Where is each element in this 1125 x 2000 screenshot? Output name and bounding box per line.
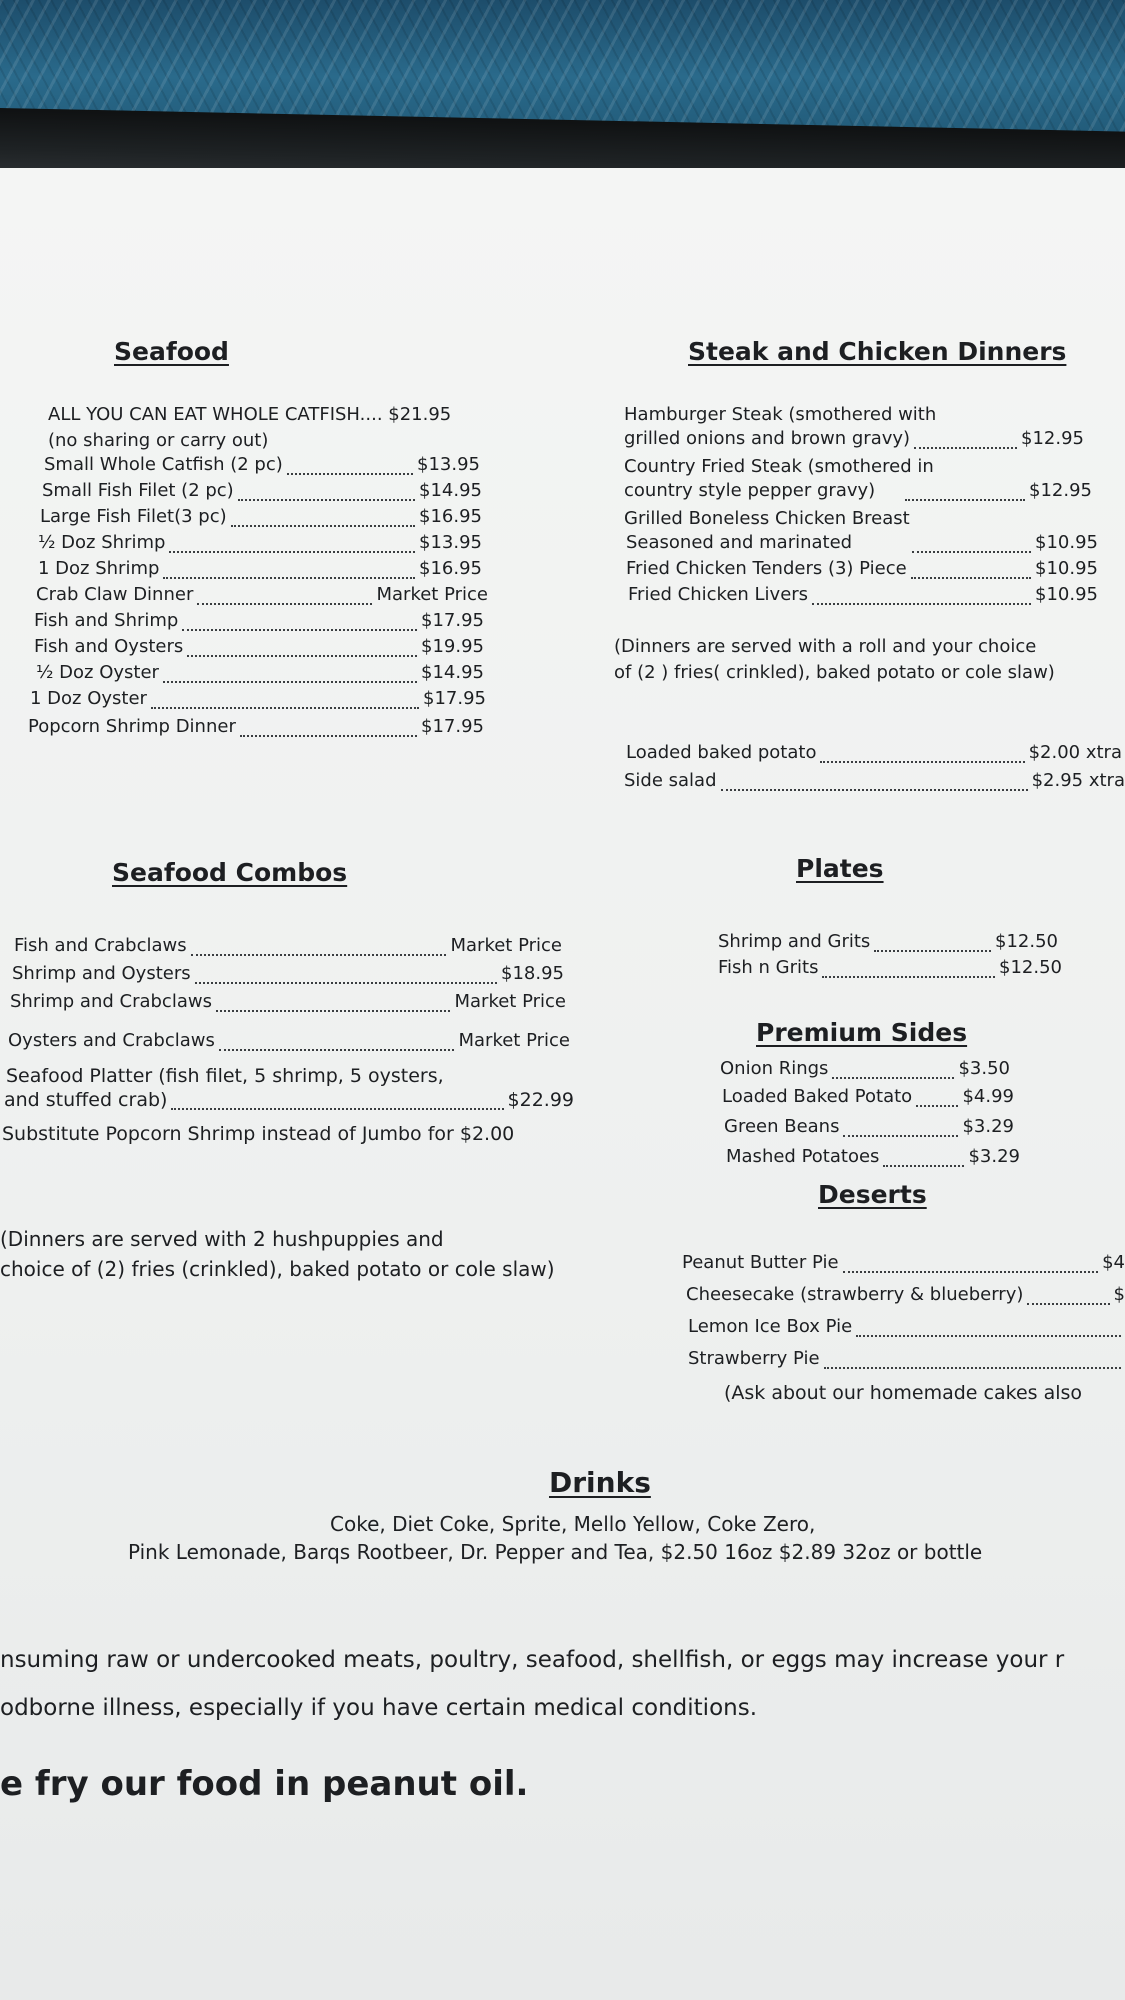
menu-item: Peanut Butter Pie $4 <box>682 1252 1125 1273</box>
menu-item: Oysters and Crabclaws Market Price <box>8 1030 570 1051</box>
menu-item: Fish and Crabclaws Market Price <box>14 935 562 956</box>
menu-item: Fish and Shrimp $17.95 <box>34 610 484 631</box>
seafood-note: (no sharing or carry out) <box>48 430 269 451</box>
menu-item: Cheesecake (strawberry & blueberry) $ <box>686 1284 1125 1305</box>
deserts-note: (Ask about our homemade cakes also <box>724 1382 1083 1404</box>
premium-sides-heading: Premium Sides <box>756 1018 968 1047</box>
menu-item: Small Whole Catfish (2 pc) $13.95 <box>44 454 480 475</box>
drinks-heading: Drinks <box>549 1466 651 1499</box>
seafood-combos-heading: Seafood Combos <box>112 858 348 887</box>
menu-item: Shrimp and Oysters $18.95 <box>12 963 564 984</box>
menu-item: country style pepper gravy) $12.95 <box>624 480 1092 501</box>
peanut-oil-notice: e fry our food in peanut oil. <box>0 1764 529 1804</box>
menu-item: Crab Claw Dinner Market Price <box>36 584 488 605</box>
menu-item: Fish n Grits $12.50 <box>718 957 1062 978</box>
all-you-can-eat-catfish: ALL YOU CAN EAT WHOLE CATFISH.... $21.95 <box>48 404 452 425</box>
food-safety-warning: odborne illness, especially if you have certain medical conditions. <box>0 1695 758 1721</box>
deserts-heading: Deserts <box>818 1180 927 1209</box>
menu-item: Loaded Baked Potato $4.99 <box>722 1086 1014 1107</box>
dinner-note: of (2 ) fries( crinkled), baked potato or cole slaw) <box>614 662 1055 683</box>
menu-item: Seasoned and marinated $10.95 <box>626 532 1098 553</box>
menu-item: Fish and Oysters $19.95 <box>34 636 484 657</box>
seafood-platter: Seafood Platter (fish filet, 5 shrimp, 5 oysters, <box>6 1065 444 1087</box>
menu-item: and stuffed crab) $22.99 <box>4 1089 574 1111</box>
menu-item-line: Hamburger Steak (smothered with <box>624 404 937 425</box>
extra-item: Side salad $2.95 xtra <box>624 770 1125 791</box>
menu-item: Fried Chicken Livers $10.95 <box>628 584 1098 605</box>
extra-item: Loaded baked potato $2.00 xtra <box>626 742 1122 763</box>
menu-item: ½ Doz Oyster $14.95 <box>36 662 484 683</box>
menu-item: Lemon Ice Box Pie <box>688 1316 1125 1342</box>
menu-item: Popcorn Shrimp Dinner $17.95 <box>28 716 484 737</box>
menu-item: 1 Doz Oyster $17.95 <box>30 688 486 709</box>
seafood-heading: Seafood <box>114 337 229 366</box>
drinks-list: Coke, Diet Coke, Sprite, Mello Yellow, Coke Zero, <box>330 1512 816 1536</box>
menu-item: Fried Chicken Tenders (3) Piece $10.95 <box>626 558 1098 579</box>
menu-item: ½ Doz Shrimp $13.95 <box>38 532 482 553</box>
combos-note: choice of (2) fries (crinkled), baked potato or cole slaw) <box>0 1257 555 1281</box>
menu-item: Onion Rings $3.50 <box>720 1058 1010 1079</box>
steak-chicken-heading: Steak and Chicken Dinners <box>688 337 1067 366</box>
plates-heading: Plates <box>796 854 884 883</box>
menu-item: Mashed Potatoes $3.29 <box>726 1146 1020 1167</box>
substitute-note: Substitute Popcorn Shrimp instead of Jumbo for $2.00 <box>2 1123 515 1145</box>
dinner-note: (Dinners are served with a roll and your choice <box>614 636 1037 657</box>
menu-item: Shrimp and Grits $12.50 <box>718 931 1058 952</box>
drinks-list: Pink Lemonade, Barqs Rootbeer, Dr. Pepper and Tea, $2.50 16oz $2.89 32oz or bottle <box>128 1540 983 1564</box>
menu-item: Green Beans $3.29 <box>724 1116 1014 1137</box>
menu-item: Large Fish Filet(3 pc) $16.95 <box>40 506 482 527</box>
combos-note: (Dinners are served with 2 hushpuppies and <box>0 1227 444 1251</box>
food-safety-warning: nsuming raw or undercooked meats, poultry, seafood, shellfish, or eggs may increase your r <box>0 1647 1065 1673</box>
menu-item: Strawberry Pie <box>688 1348 1125 1374</box>
menu-item: Shrimp and Crabclaws Market Price <box>10 991 566 1012</box>
menu-item-line: Country Fried Steak (smothered in <box>624 456 934 477</box>
menu-item: grilled onions and brown gravy) $12.95 <box>624 428 1084 449</box>
menu-item: Small Fish Filet (2 pc) $14.95 <box>42 480 482 501</box>
menu-item-line: Grilled Boneless Chicken Breast <box>624 508 910 529</box>
menu-item: 1 Doz Shrimp $16.95 <box>38 558 482 579</box>
